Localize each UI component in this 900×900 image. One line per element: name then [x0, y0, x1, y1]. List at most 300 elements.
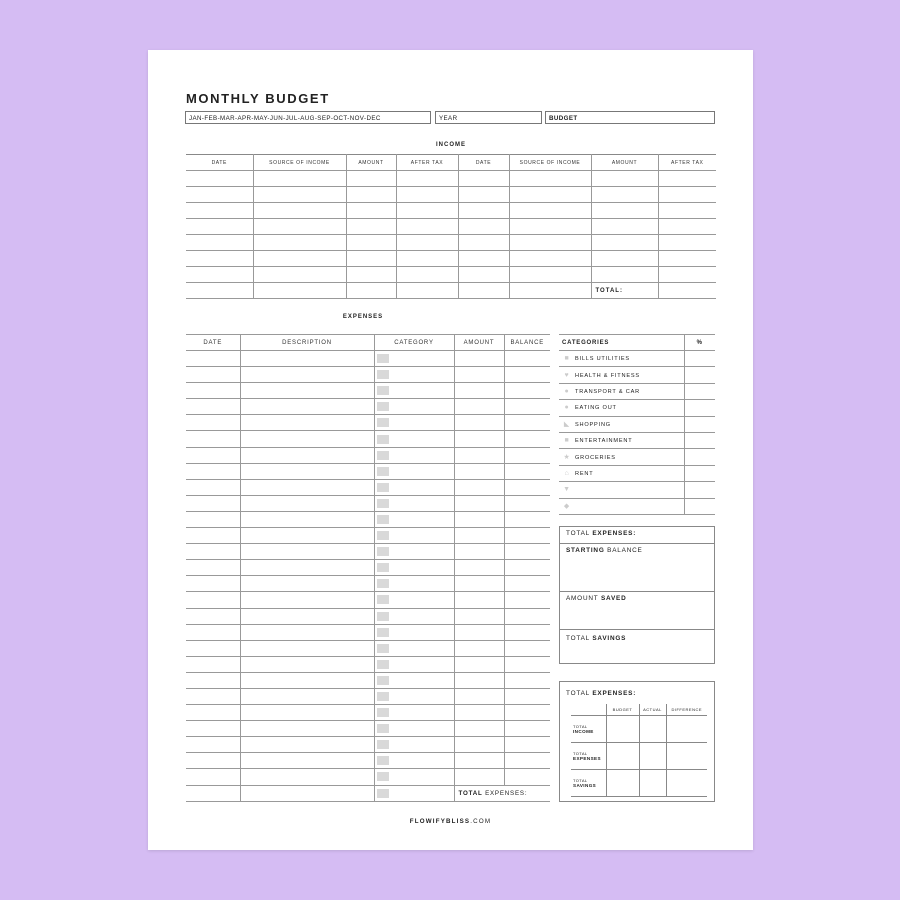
expense-cell[interactable] — [454, 544, 504, 560]
expense-cell[interactable] — [186, 528, 240, 544]
expense-cell[interactable] — [240, 785, 374, 801]
expense-cell[interactable] — [504, 576, 550, 592]
overview-row-label: TOTAL EXPENSES — [571, 743, 606, 770]
income-cell[interactable] — [458, 251, 509, 267]
income-cell[interactable] — [658, 171, 716, 187]
expense-cell[interactable] — [240, 753, 374, 769]
income-cell[interactable] — [186, 203, 253, 219]
income-cell[interactable] — [186, 267, 253, 283]
year-field[interactable]: YEAR — [435, 111, 542, 124]
expenses-col-header: DESCRIPTION — [240, 335, 374, 351]
summary-box — [559, 526, 715, 664]
expense-cell[interactable] — [186, 431, 240, 447]
income-cell[interactable] — [396, 267, 458, 283]
income-cell[interactable] — [253, 283, 346, 299]
category-swatch-icon[interactable] — [377, 595, 389, 604]
overview-col-header: DIFFERENCE — [666, 704, 707, 716]
expense-cell[interactable] — [240, 688, 374, 704]
expense-cell[interactable] — [454, 656, 504, 672]
tv-icon: ■ — [564, 437, 570, 445]
expenses-total-label: TOTAL EXPENSES: — [454, 785, 550, 801]
category-swatch-icon[interactable] — [377, 435, 389, 444]
income-cell[interactable] — [509, 283, 591, 299]
income-row — [186, 251, 716, 267]
category-cell[interactable] — [374, 367, 454, 383]
overview-cell[interactable] — [639, 716, 666, 743]
income-cell[interactable] — [509, 203, 591, 219]
category-cell[interactable] — [374, 479, 454, 495]
income-cell[interactable] — [591, 203, 658, 219]
expense-cell[interactable] — [240, 383, 374, 399]
category-swatch-icon[interactable] — [377, 612, 389, 621]
category-cell[interactable] — [374, 399, 454, 415]
category-swatch-icon[interactable] — [377, 451, 389, 460]
income-col-header: AMOUNT — [591, 155, 658, 171]
expense-cell[interactable] — [186, 624, 240, 640]
expense-cell[interactable] — [504, 351, 550, 367]
expense-cell[interactable] — [186, 753, 240, 769]
expense-cell[interactable] — [186, 415, 240, 431]
category-cell[interactable] — [374, 447, 454, 463]
expense-row — [186, 463, 550, 479]
category-cell[interactable] — [374, 351, 454, 367]
expense-row — [186, 560, 550, 576]
category-percent-cell[interactable] — [684, 482, 715, 498]
income-cell[interactable] — [253, 219, 346, 235]
expense-cell[interactable] — [504, 560, 550, 576]
category-swatch-icon[interactable] — [377, 724, 389, 733]
expense-cell[interactable] — [240, 624, 374, 640]
income-cell[interactable] — [253, 187, 346, 203]
expense-cell[interactable] — [454, 688, 504, 704]
category-swatch-icon[interactable] — [377, 644, 389, 653]
expense-cell[interactable] — [454, 705, 504, 721]
category-swatch-icon[interactable] — [377, 563, 389, 572]
category-swatch-icon[interactable] — [377, 708, 389, 717]
income-cell[interactable] — [186, 283, 253, 299]
expense-cell[interactable] — [454, 592, 504, 608]
expense-cell[interactable] — [186, 769, 240, 785]
expense-cell[interactable] — [504, 656, 550, 672]
category-swatch-icon[interactable] — [377, 515, 389, 524]
category-row — [559, 432, 715, 448]
overview-cell[interactable] — [606, 743, 639, 770]
category-swatch-icon[interactable] — [377, 499, 389, 508]
category-swatch-icon[interactable] — [377, 789, 389, 798]
income-col-header: AFTER TAX — [658, 155, 716, 171]
income-cell[interactable] — [253, 235, 346, 251]
expense-cell[interactable] — [504, 495, 550, 511]
income-cell[interactable] — [346, 283, 396, 299]
expense-row — [186, 592, 550, 608]
expense-row — [186, 367, 550, 383]
expense-cell[interactable] — [454, 753, 504, 769]
expense-cell[interactable] — [240, 399, 374, 415]
expense-cell[interactable] — [240, 560, 374, 576]
category-label: BILLS UTILITIES — [575, 356, 630, 363]
category-cell[interactable] — [374, 576, 454, 592]
category-swatch-icon[interactable] — [377, 772, 389, 781]
expense-cell[interactable] — [240, 672, 374, 688]
income-cell[interactable] — [253, 251, 346, 267]
overview-cell[interactable] — [639, 770, 666, 797]
expense-cell[interactable] — [186, 592, 240, 608]
expense-cell[interactable] — [240, 544, 374, 560]
expense-cell[interactable] — [240, 367, 374, 383]
category-swatch-icon[interactable] — [377, 628, 389, 637]
expense-cell[interactable] — [504, 592, 550, 608]
category-percent-cell[interactable] — [684, 465, 715, 481]
category-cell[interactable] — [374, 656, 454, 672]
expense-row — [186, 495, 550, 511]
income-cell[interactable] — [186, 219, 253, 235]
expense-cell[interactable] — [186, 544, 240, 560]
income-cell[interactable] — [396, 283, 458, 299]
income-col-header: DATE — [458, 155, 509, 171]
category-cell[interactable] — [374, 640, 454, 656]
income-cell[interactable] — [396, 251, 458, 267]
expense-cell[interactable] — [504, 688, 550, 704]
expense-cell[interactable] — [240, 495, 374, 511]
income-cell[interactable] — [591, 251, 658, 267]
overview-box — [559, 681, 715, 802]
expense-cell[interactable] — [240, 415, 374, 431]
expense-cell[interactable] — [504, 753, 550, 769]
category-cell[interactable] — [374, 592, 454, 608]
category-cell[interactable] — [374, 415, 454, 431]
income-cell[interactable] — [658, 235, 716, 251]
category-cell[interactable] — [374, 608, 454, 624]
income-cell[interactable] — [658, 203, 716, 219]
expense-cell[interactable] — [504, 463, 550, 479]
expense-cell[interactable] — [454, 367, 504, 383]
overview-cell[interactable] — [666, 716, 707, 743]
expense-cell[interactable] — [240, 431, 374, 447]
income-cell[interactable] — [458, 203, 509, 219]
expense-cell[interactable] — [186, 672, 240, 688]
income-cell[interactable] — [458, 283, 509, 299]
expense-cell[interactable] — [454, 463, 504, 479]
expense-cell[interactable] — [454, 560, 504, 576]
category-label: SHOPPING — [575, 422, 611, 429]
category-cell[interactable] — [374, 737, 454, 753]
expense-cell[interactable] — [186, 705, 240, 721]
category-cell[interactable] — [374, 544, 454, 560]
income-cell[interactable] — [346, 251, 396, 267]
category-label-cell — [559, 449, 684, 465]
category-swatch-icon[interactable] — [377, 531, 389, 540]
triangle-icon: ▼ — [563, 486, 571, 494]
income-cell[interactable] — [396, 171, 458, 187]
income-cell[interactable] — [509, 187, 591, 203]
expense-cell[interactable] — [454, 672, 504, 688]
category-swatch-icon[interactable] — [377, 418, 389, 427]
overview-cell[interactable] — [639, 743, 666, 770]
expense-cell[interactable] — [186, 576, 240, 592]
category-cell[interactable] — [374, 431, 454, 447]
expense-cell[interactable] — [186, 495, 240, 511]
expense-cell[interactable] — [186, 511, 240, 527]
expense-cell[interactable] — [186, 608, 240, 624]
income-cell[interactable] — [509, 235, 591, 251]
page-title: MONTHLY BUDGET — [186, 91, 330, 106]
expense-cell[interactable] — [504, 431, 550, 447]
income-cell[interactable] — [346, 203, 396, 219]
expense-cell[interactable] — [240, 576, 374, 592]
expense-cell[interactable] — [504, 511, 550, 527]
expense-cell[interactable] — [454, 399, 504, 415]
expense-cell[interactable] — [186, 688, 240, 704]
expense-cell[interactable] — [186, 656, 240, 672]
expense-cell[interactable] — [240, 769, 374, 785]
footer-brand: FLOWIFYBLISS.COM — [409, 818, 492, 825]
expense-cell[interactable] — [186, 367, 240, 383]
expense-cell[interactable] — [454, 383, 504, 399]
expense-cell[interactable] — [504, 640, 550, 656]
expense-cell[interactable] — [454, 479, 504, 495]
expense-cell[interactable] — [454, 511, 504, 527]
category-swatch-icon[interactable] — [377, 756, 389, 765]
overview-row — [571, 770, 707, 797]
expense-row — [186, 705, 550, 721]
expense-cell[interactable] — [240, 511, 374, 527]
expense-cell[interactable] — [240, 656, 374, 672]
summary-amount-saved[interactable]: AMOUNT SAVED — [560, 592, 714, 630]
income-cell[interactable] — [186, 235, 253, 251]
expense-cell[interactable] — [186, 479, 240, 495]
category-cell[interactable] — [374, 672, 454, 688]
income-cell[interactable] — [658, 283, 716, 299]
expense-cell[interactable] — [454, 351, 504, 367]
overview-col-header: ACTUAL — [639, 704, 666, 716]
income-cell[interactable] — [458, 267, 509, 283]
income-cell[interactable] — [509, 171, 591, 187]
expense-cell[interactable] — [504, 705, 550, 721]
income-cell[interactable] — [658, 187, 716, 203]
category-swatch-icon[interactable] — [377, 660, 389, 669]
category-percent-cell[interactable] — [684, 498, 715, 514]
expense-cell[interactable] — [186, 351, 240, 367]
category-swatch-icon[interactable] — [377, 386, 389, 395]
income-cell[interactable] — [346, 171, 396, 187]
expense-cell[interactable] — [240, 351, 374, 367]
expense-cell[interactable] — [240, 528, 374, 544]
income-cell[interactable] — [509, 219, 591, 235]
income-col-header: SOURCE OF INCOME — [509, 155, 591, 171]
category-cell[interactable] — [374, 463, 454, 479]
expense-cell[interactable] — [186, 399, 240, 415]
category-cell[interactable] — [374, 495, 454, 511]
income-cell[interactable] — [346, 219, 396, 235]
income-cell[interactable] — [253, 267, 346, 283]
expense-cell[interactable] — [240, 640, 374, 656]
income-cell[interactable] — [658, 219, 716, 235]
income-cell[interactable] — [346, 267, 396, 283]
expense-cell[interactable] — [504, 479, 550, 495]
category-swatch-icon[interactable] — [377, 354, 389, 363]
income-cell[interactable] — [658, 267, 716, 283]
expense-cell[interactable] — [504, 544, 550, 560]
income-cell[interactable] — [591, 235, 658, 251]
expense-cell[interactable] — [504, 769, 550, 785]
category-label-cell — [559, 498, 684, 514]
category-cell[interactable] — [374, 624, 454, 640]
category-swatch-icon[interactable] — [377, 676, 389, 685]
expense-cell[interactable] — [186, 463, 240, 479]
month-selector[interactable]: JAN-FEB-MAR-APR-MAY-JUN-JUL-AUG-SEP-OCT-NOV-DEC — [185, 111, 431, 124]
category-cell[interactable] — [374, 785, 454, 801]
category-swatch-icon[interactable] — [377, 370, 389, 379]
expense-cell[interactable] — [186, 721, 240, 737]
category-cell[interactable] — [374, 688, 454, 704]
category-percent-cell[interactable] — [684, 351, 715, 367]
expense-cell[interactable] — [454, 769, 504, 785]
expense-cell[interactable] — [504, 528, 550, 544]
income-cell[interactable] — [186, 251, 253, 267]
expense-cell[interactable] — [454, 624, 504, 640]
category-percent-cell[interactable] — [684, 367, 715, 383]
category-cell[interactable] — [374, 383, 454, 399]
budget-field[interactable]: BUDGET — [545, 111, 715, 124]
category-percent-cell[interactable] — [684, 449, 715, 465]
expense-cell[interactable] — [454, 528, 504, 544]
expenses-table — [186, 334, 550, 802]
expense-row — [186, 753, 550, 769]
income-cell[interactable] — [186, 171, 253, 187]
category-cell[interactable] — [374, 560, 454, 576]
category-swatch-icon[interactable] — [377, 692, 389, 701]
category-cell[interactable] — [374, 753, 454, 769]
expense-row — [186, 737, 550, 753]
category-cell[interactable] — [374, 528, 454, 544]
heart-icon: ♥ — [564, 371, 570, 379]
category-cell[interactable] — [374, 721, 454, 737]
expense-cell[interactable] — [240, 463, 374, 479]
tag-icon: ◣ — [563, 421, 571, 429]
category-swatch-icon[interactable] — [377, 579, 389, 588]
income-cell[interactable] — [346, 187, 396, 203]
expense-cell[interactable] — [186, 383, 240, 399]
income-cell[interactable] — [346, 235, 396, 251]
category-percent-cell[interactable] — [684, 432, 715, 448]
expense-cell[interactable] — [454, 495, 504, 511]
expense-cell[interactable] — [454, 431, 504, 447]
expense-cell[interactable] — [504, 447, 550, 463]
category-swatch-icon[interactable] — [377, 467, 389, 476]
category-swatch-icon[interactable] — [377, 547, 389, 556]
expense-cell[interactable] — [186, 560, 240, 576]
overview-cell[interactable] — [666, 770, 707, 797]
income-cell[interactable] — [658, 251, 716, 267]
income-cell[interactable] — [396, 235, 458, 251]
expense-cell[interactable] — [504, 737, 550, 753]
income-col-header: DATE — [186, 155, 253, 171]
expense-cell[interactable] — [186, 447, 240, 463]
summary-total-expenses[interactable]: TOTAL EXPENSES: — [560, 527, 714, 544]
income-cell[interactable] — [458, 171, 509, 187]
expense-cell[interactable] — [504, 672, 550, 688]
expense-cell[interactable] — [240, 721, 374, 737]
expenses-heading: EXPENSES — [342, 314, 384, 320]
income-cell[interactable] — [509, 267, 591, 283]
expense-cell[interactable] — [240, 447, 374, 463]
expense-cell[interactable] — [454, 640, 504, 656]
summary-starting-balance[interactable]: STARTING BALANCE — [560, 544, 714, 592]
expense-cell[interactable] — [186, 785, 240, 801]
income-cell[interactable] — [396, 219, 458, 235]
income-cell[interactable] — [591, 171, 658, 187]
category-swatch-icon[interactable] — [377, 740, 389, 749]
expense-row — [186, 785, 550, 801]
expense-cell[interactable] — [504, 367, 550, 383]
income-cell[interactable] — [591, 219, 658, 235]
income-cell[interactable] — [591, 187, 658, 203]
expense-cell[interactable] — [504, 721, 550, 737]
expense-cell[interactable] — [186, 737, 240, 753]
income-cell[interactable] — [591, 267, 658, 283]
expense-cell[interactable] — [454, 576, 504, 592]
income-cell[interactable] — [186, 187, 253, 203]
income-cell[interactable] — [458, 187, 509, 203]
overview-cell[interactable] — [606, 716, 639, 743]
income-cell[interactable] — [458, 219, 509, 235]
income-cell[interactable] — [253, 171, 346, 187]
expense-row — [186, 640, 550, 656]
expense-cell[interactable] — [504, 624, 550, 640]
expense-cell[interactable] — [454, 608, 504, 624]
category-cell[interactable] — [374, 769, 454, 785]
expense-cell[interactable] — [240, 479, 374, 495]
category-swatch-icon[interactable] — [377, 483, 389, 492]
category-cell[interactable] — [374, 705, 454, 721]
budget-sheet — [148, 50, 753, 850]
star-icon: ★ — [563, 454, 571, 462]
income-row — [186, 187, 716, 203]
categories-table — [559, 334, 715, 515]
income-cell[interactable] — [509, 251, 591, 267]
income-cell[interactable] — [396, 203, 458, 219]
category-label: RENT — [575, 470, 594, 477]
expense-cell[interactable] — [240, 705, 374, 721]
expense-cell[interactable] — [504, 608, 550, 624]
expense-cell[interactable] — [240, 608, 374, 624]
expense-cell[interactable] — [504, 399, 550, 415]
category-percent-cell[interactable] — [684, 416, 715, 432]
expense-cell[interactable] — [504, 415, 550, 431]
expense-cell[interactable] — [454, 737, 504, 753]
expense-cell[interactable] — [186, 640, 240, 656]
category-percent-cell[interactable] — [684, 400, 715, 416]
expense-cell[interactable] — [454, 721, 504, 737]
overview-cell[interactable] — [666, 743, 707, 770]
category-percent-cell[interactable] — [684, 383, 715, 399]
category-swatch-icon[interactable] — [377, 402, 389, 411]
income-cell[interactable] — [396, 187, 458, 203]
expense-cell[interactable] — [454, 447, 504, 463]
expense-cell[interactable] — [454, 415, 504, 431]
income-cell[interactable] — [253, 203, 346, 219]
expense-row — [186, 479, 550, 495]
expense-cell[interactable] — [240, 592, 374, 608]
summary-total-savings[interactable]: TOTAL SAVINGS — [566, 635, 627, 642]
expense-cell[interactable] — [240, 737, 374, 753]
category-label-cell — [559, 432, 684, 448]
overview-cell[interactable] — [606, 770, 639, 797]
expense-row — [186, 544, 550, 560]
expense-cell[interactable] — [504, 383, 550, 399]
income-cell[interactable] — [458, 235, 509, 251]
category-cell[interactable] — [374, 511, 454, 527]
